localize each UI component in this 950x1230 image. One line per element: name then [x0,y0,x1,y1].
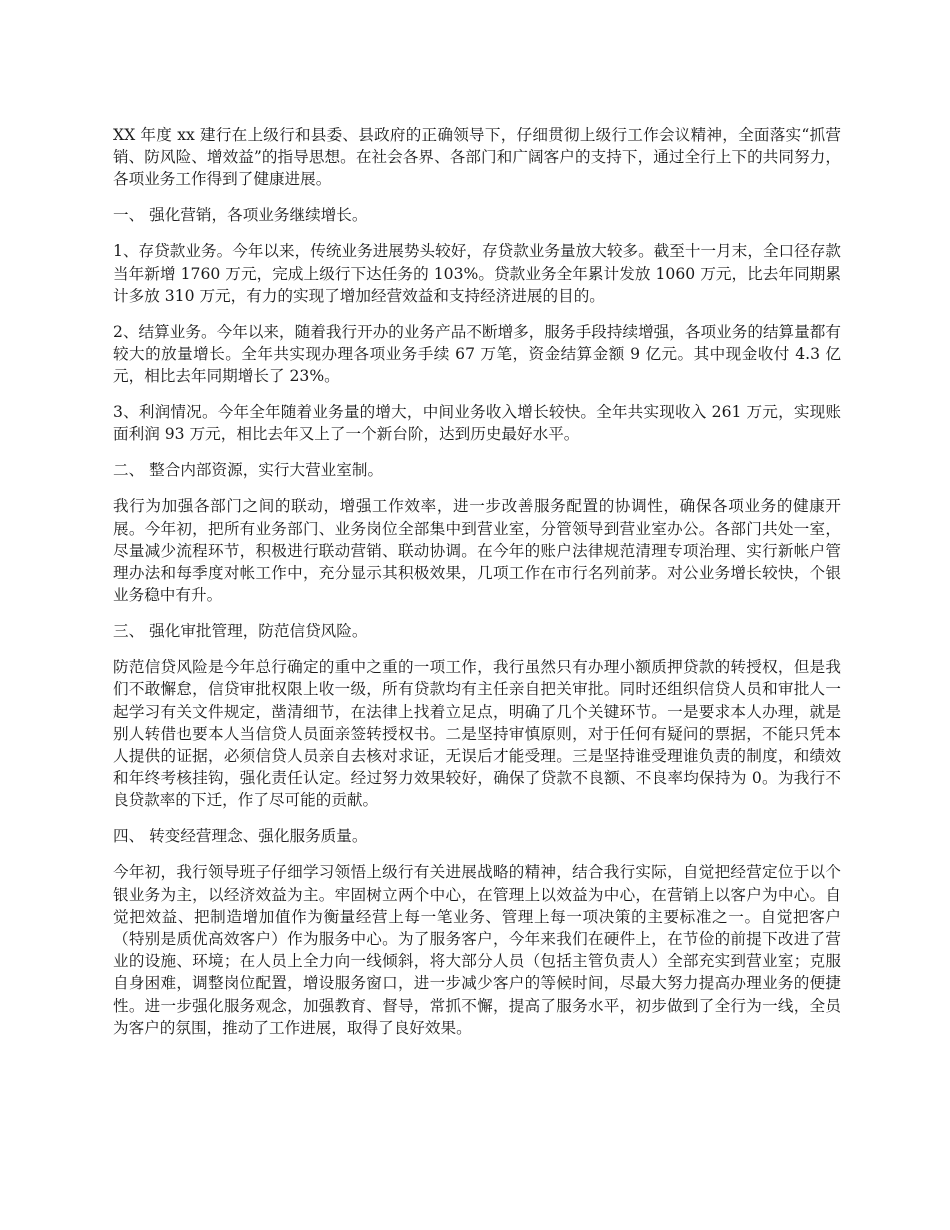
section-4-body: 今年初，我行领导班子仔细学习领悟上级行有关进展战略的精神，结合我行实际，自觉把经营定位于以个银业务为主，以经济效益为主。牢固树立两个中心，在管理上以效益为中心，在营销上以客户为中心。自觉把效益、把制造增加值作为衡量经营上每一笔业务、管理上每一项决策的主要标准之一。自觉把客户（特别是质优高效客户）作为服务中心。为了服务客户，今年来我们在硬件上，在节俭的前提下改进了营业的设施、环境；在人员上全力向一线倾斜，将大部分人员（包括主管负责人）全部充实到营业室；克服自身困难，调整岗位配置，增设服务窗口，进一步减少客户的等候时间，尽最大努力提高办理业务的便捷性。进一步强化服务观念，加强教育、督导，常抓不懈，提高了服务水平，初步做到了全行为一线，全员为客户的氛围，推动了工作进展，取得了良好效果。 [113,863,841,1037]
section-1-item-3: 3、利润情况。今年全年随着业务量的增大，中间业务收入增长较快。全年共实现收入 261 万元，实现账面利润 93 万元，相比去年又上了一个新台阶，达到历史最好水平。 [113,403,841,444]
section-2-body: 我行为加强各部门之间的联动，增强工作效率，进一步改善服务配置的协调性，确保各项业务的健康开展。今年初，把所有业务部门、业务岗位全部集中到营业室，分管领导到营业室办公。各部门共处一室，尽量减少流程环节，积极进行联动营销、联动协调。在今年的账户法律规范清理专项治理、实行新帐户管理办法和每季度对帐工作中，充分显示其积极效果，几项工作在市行名列前茅。对公业务增长较快，个银业务稳中有升。 [113,497,841,605]
section-1-heading: 一、 强化营销，各项业务继续增长。 [113,206,368,225]
section-1-item-2: 2、结算业务。今年以来，随着我行开办的业务产品不断增多，服务手段持续增强，各项业务的结算量都有较大的放量增长。全年共实现办理各项业务手续 67 万笔，资金结算金额 9 亿元。其中现金收付 4.3 亿元，相比去年同期增长了 23%。 [113,322,841,386]
intro-paragraph: XX 年度 xx 建行在上级行和县委、县政府的正确领导下，仔细贯彻上级行工作会议精神，全面落实“抓营销、防风险、增效益”的指导思想。在社会各界、各部门和广阔客户的支持下，通过全行上下的共同努力，各项业务工作得到了健康进展。 [113,126,841,189]
section-3-heading: 三、 强化审批管理，防范信贷风险。 [113,622,368,641]
section-1-item-1: 1、存贷款业务。今年以来，传统业务进展势头较好，存贷款业务量放大较多。截至十一月末，全口径存款当年新增 1760 万元，完成上级行下达任务的 103%。贷款业务全年累计发放 1060 万元，比去年同期累计多放 310 万元，有力的实现了增加经营效益和支持经济进展的目的。 [113,242,841,305]
section-2-heading: 二、 整合内部资源，实行大营业室制。 [113,461,384,480]
document-body [113,124,841,1053]
section-3-body: 防范信贷风险是今年总行确定的重中之重的一项工作，我行虽然只有办理小额质押贷款的转授权，但是我们不敢懈怠，信贷审批权限上收一级，所有贷款均有主任亲自把关审批。同时还组织信贷人员和审批人一起学习有关文件规定，凿清细节，在法律上找着立足点，明确了几个关键环节。一是要求本人办理，就是别人转借也要本人当信贷人员面亲签转授权书。二是坚持审慎原则，对于任何有疑问的票据，不能只凭本人提供的证据，必须信贷人员亲自去核对求证，无误后才能受理。三是坚持谁受理谁负责的制度，和绩效和年终考核挂钩，强化责任认定。经过努力效果较好，确保了贷款不良额、不良率均保持为 0。为我行不良贷款率的下迁，作了尽可能的贡献。 [113,658,841,810]
section-4-heading: 四、 转变经营理念、强化服务质量。 [113,827,368,846]
